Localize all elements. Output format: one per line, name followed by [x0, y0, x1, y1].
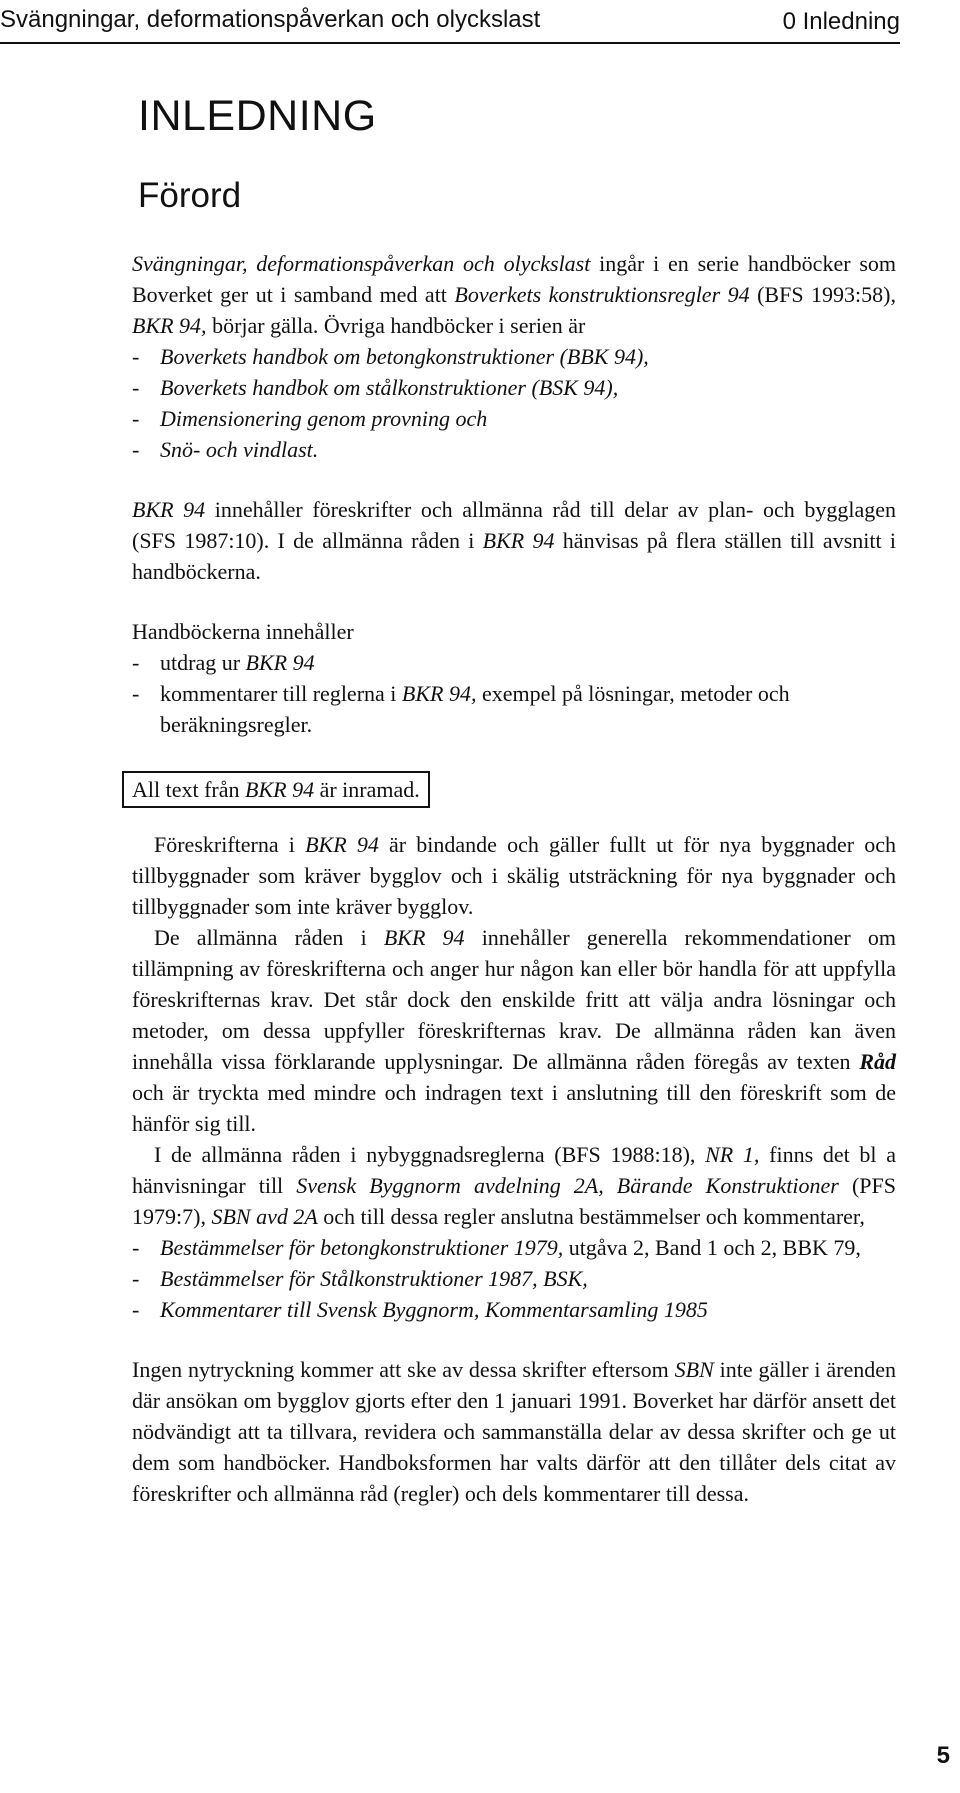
intro-text: ingår i en serie handböcker som Boverket ger ut i samband med att: [132, 251, 896, 307]
intro-bkr-italic: BKR 94,: [132, 313, 207, 338]
header-chapter: 0 Inledning: [782, 8, 900, 35]
list-item: - Snö- och vindlast.: [132, 434, 896, 465]
intro-paragraph: [132, 248, 896, 341]
contents-list: [132, 647, 896, 740]
intro-title-italic: Svängningar, deformationspåverkan och olyckslast: [132, 251, 591, 276]
list-item: - Bestämmelser för Stålkonstruktioner 1987, BSK,: [132, 1263, 896, 1294]
list-item: - Bestämmelser för betongkonstruktioner 1979, utgåva 2, Band 1 och 2, BBK 79,: [132, 1232, 896, 1263]
page-title: INLEDNING: [138, 92, 377, 140]
advice-paragraph: De allmänna råden i BKR 94 innehåller generella rekommendationer om tillämpning av föreskrifterna och anger hur någon kan eller bör handla för att uppfylla föreskrifternas krav. Det står dock den enskilde fritt att välja andra lösningar och metoder, om dessa uppfyller föreskrifternas krav. De allmänna råden kan även innehålla vissa förklarande upplysningar. De allmänna råden föregås av texten Råd och är tryckta med mindre och indragen text i anslutning till den föreskrift som de hänför sig till.: [132, 925, 896, 1136]
references-paragraph: I de allmänna råden i nybyggnadsreglerna (BFS 1988:18), NR 1, finns det bl a hänvisningar till Svensk Byggnorm avdelning 2A, Bärande Konstruktioner (PFS 1979:7), SBN avd 2A och till dessa regler anslutna bestämmelser och kommentarer,: [132, 1142, 896, 1229]
handbook-series-list: [132, 341, 896, 465]
list-item: - Boverkets handbok om stålkonstruktioner (BSK 94),: [132, 372, 896, 403]
list-item: - Dimensionering genom provning och: [132, 403, 896, 434]
intro-text: börjar gälla. Övriga handböcker i serien är: [206, 313, 586, 338]
list-item: - utdrag ur BKR 94: [132, 647, 896, 678]
framed-text-note: All text från BKR 94 är inramad.: [122, 771, 430, 808]
contents-heading: Handböckerna innehåller: [132, 619, 354, 644]
intro-reference-italic: Boverkets konstruktionsregler 94: [454, 282, 750, 307]
body-text: [132, 248, 896, 1509]
bkr-paragraph: BKR 94 innehåller föreskrifter och allmänna råd till delar av plan- och bygglagen (SFS 1987:10). I de allmänna råden i BKR 94 hänvisas på flera ställen till avsnitt i handböckerna.: [132, 497, 896, 584]
running-header: [0, 0, 900, 44]
intro-text: (BFS 1993:58),: [749, 282, 897, 307]
closing-paragraph: Ingen nytryckning kommer att ske av dessa skrifter eftersom SBN inte gäller i ärenden där ansökan om bygglov gjorts efter den 1 januari 1991. Boverket har därför ansett det nödvändigt att ta tillvara, revidera och sammanställa delar av dessa skrifter och ge ut dem som handböcker. Handboksformen har valts därför att den tillåter dels citat av föreskrifter och allmänna råd (regler) och dels kommentarer till dessa.: [132, 1357, 897, 1506]
regulation-paragraph: Föreskrifterna i BKR 94 är bindande och gäller fullt ut för nya byggnader och tillbyggnader som kräver bygglov och i skälig utsträckning för nya byggnader och tillbyggnader som inte kräver bygglov.: [132, 832, 896, 919]
page-number: 5: [936, 1742, 950, 1769]
list-item: - Kommentarer till Svensk Byggnorm, Kommentarsamling 1985: [132, 1294, 896, 1325]
reference-list: [132, 1232, 896, 1325]
header-document-title: Svängningar, deformationspåverkan och olyckslast: [0, 6, 541, 33]
section-heading: Förord: [138, 176, 242, 215]
list-item: - kommentarer till reglerna i BKR 94, exempel på lösningar, metoder och beräkningsregler.: [132, 678, 896, 740]
list-item: - Boverkets handbok om betongkonstruktioner (BBK 94),: [132, 341, 896, 372]
